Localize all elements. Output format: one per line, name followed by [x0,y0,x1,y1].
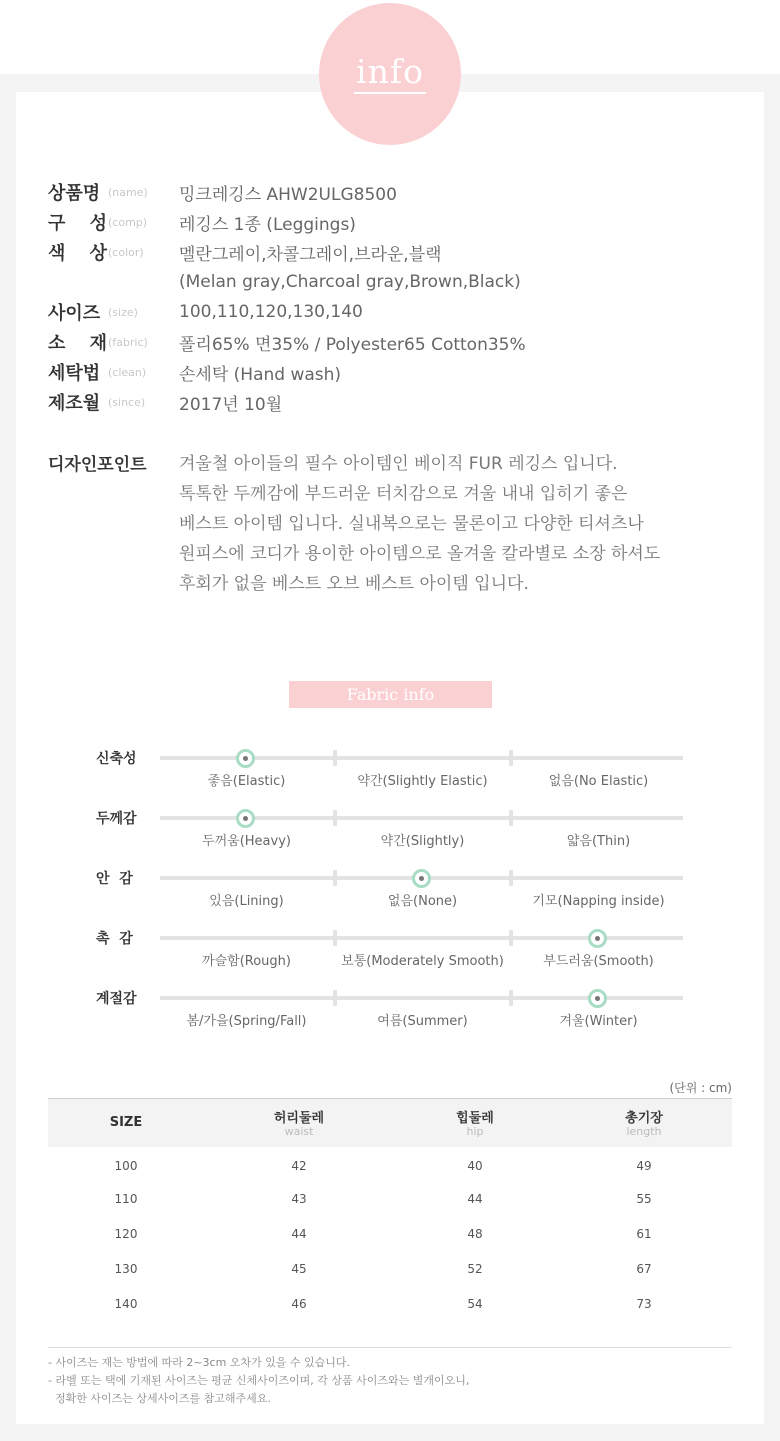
fabric-option-label: 약간(Slightly Elastic) [357,774,488,789]
header-ko: SIZE [109,1115,143,1131]
table-cell: 48 [467,1227,483,1241]
info-badge-text [319,52,461,91]
fabric-row-label: 신축성 [96,751,137,767]
info-row-comp [48,207,356,237]
design-point-line: 톡톡한 두께감에 부드러운 터치감으로 겨울 내내 입히기 좋은 [179,484,628,504]
info-label-eng: (fabric) [108,335,148,349]
fabric-option-label: 약간(Slightly) [380,834,465,849]
size-table-header [204,1099,394,1147]
fabric-option-label: 부드러움(Smooth) [543,954,654,969]
info-label: 구 성 [48,213,108,234]
fabric-row [0,988,780,1048]
table-cell: 67 [636,1262,652,1276]
fabric-scale-divider [333,870,337,886]
table-cell: 43 [291,1192,307,1206]
table-cell: 54 [467,1297,483,1311]
fabric-selected-indicator-icon [412,869,431,888]
note-line: - 라벨 또는 택에 기재된 사이즈는 평균 신체사이즈이며, 각 상품 사이즈와는 별개이오니, [48,1374,470,1387]
notes-divider [48,1347,732,1348]
size-table-header [556,1099,732,1147]
info-label: 세탁법 [48,363,101,384]
table-cell: 130 [114,1262,138,1276]
fabric-option-label: 있음(Lining) [209,894,284,909]
info-row-color [48,237,442,267]
table-cell: 61 [636,1227,652,1241]
info-row-size [48,297,363,327]
table-cell: 44 [467,1192,483,1206]
header-en: length [626,1125,662,1139]
fabric-scale-divider [333,990,337,1006]
fabric-scale-divider [333,750,337,766]
design-point-line: 원피스에 코디가 용이한 아이템으로 올겨울 칼라별로 소장 하셔도 [179,544,661,564]
fabric-scale-divider [509,870,513,886]
info-label: 사이즈 [48,303,101,324]
fabric-row [0,868,780,928]
info-label: 제조월 [48,393,101,414]
fabric-option-label: 기모(Napping inside) [532,894,665,909]
info-label-eng: (comp) [108,215,148,229]
header-ko: 총기장 [625,1111,663,1127]
size-table-header-row [48,1099,732,1147]
table-cell: 110 [114,1192,138,1206]
fabric-option-label: 없음(No Elastic) [548,774,649,789]
table-cell: 55 [636,1192,652,1206]
fabric-option-label: 좋음(Elastic) [207,774,286,789]
fabric-option-label: 두꺼움(Heavy) [202,834,291,849]
info-value: 멜란그레이,차콜그레이,브라운,블랙 [179,244,442,265]
table-cell: 49 [636,1158,652,1173]
fabric-row-label: 촉 감 [96,931,133,947]
info-value: 100,110,120,130,140 [179,302,363,322]
fabric-selected-indicator-icon [588,929,607,948]
note-line: 정확한 사이즈는 상세사이즈를 참고해주세요. [48,1392,271,1405]
fabric-row-label: 안 감 [96,871,133,887]
fabric-option-label: 까슬함(Rough) [202,954,291,969]
size-notes [48,1354,469,1408]
fabric-info-title: Fabric info [289,681,492,708]
fabric-selected-indicator-icon [588,989,607,1008]
table-cell: 46 [291,1297,307,1311]
fabric-option-label: 겨울(Winter) [559,1014,638,1029]
design-point-label: 디자인포인트 [48,455,147,475]
fabric-scale-divider [509,990,513,1006]
table-cell: 140 [114,1297,138,1311]
size-table [48,1098,732,1322]
fabric-row [0,928,780,988]
table-cell: 73 [636,1297,652,1311]
table-row [48,1217,732,1252]
table-row [48,1182,732,1217]
fabric-row [0,808,780,868]
info-row-name [48,177,397,207]
info-label: 색 상 [48,243,108,264]
fabric-scale-divider [509,750,513,766]
fabric-option-label: 봄/가을(Spring/Fall) [186,1014,307,1029]
table-cell: 42 [291,1158,307,1173]
table-cell: 40 [467,1158,483,1173]
fabric-scale-divider [509,930,513,946]
info-label: 소 재 [48,333,108,354]
table-cell: 52 [467,1262,483,1276]
info-value: 손세탁 (Hand wash) [179,364,342,385]
info-label-eng: (size) [108,305,138,319]
design-point-line: 베스트 아이템 입니다. 실내복으로는 물론이고 다양한 티셔츠나 [179,514,644,534]
info-value: 2017년 10월 [179,394,283,415]
info-row-since [48,387,282,417]
fabric-scale-divider [333,810,337,826]
size-table-header [394,1099,556,1147]
unit-label: (단위 : cm) [669,1081,732,1095]
info-value: 레깅스 1종 (Leggings) [179,214,356,235]
table-row [48,1287,732,1322]
size-table-header [48,1099,204,1147]
table-row [48,1252,732,1287]
table-cell: 45 [291,1262,307,1276]
header-ko: 허리둘레 [273,1111,325,1127]
fabric-row-label: 계절감 [96,991,137,1007]
header-en: waist [284,1125,314,1139]
info-value: 폴리65% 면35% / Polyester65 Cotton35% [179,334,526,355]
fabric-row-label: 두께감 [96,811,137,827]
fabric-option-label: 여름(Summer) [377,1014,468,1029]
info-value: 밍크레깅스 AHW2ULG8500 [179,184,397,205]
header-en: hip [466,1125,484,1139]
fabric-selected-indicator-icon [236,749,255,768]
info-badge-label: info [354,52,426,94]
fabric-row [0,748,780,808]
table-cell: 120 [114,1227,138,1241]
info-label: 상품명 [48,183,101,204]
design-point-line: 후회가 없을 베스트 오브 베스트 아이템 입니다. [179,574,529,594]
info-label-eng: (since) [108,395,146,409]
info-row-fabric [48,327,526,357]
header-ko: 힙둘레 [456,1111,494,1127]
fabric-selected-indicator-icon [236,809,255,828]
info-row-clean [48,357,341,387]
table-row [48,1147,732,1182]
info-label-eng: (color) [108,245,144,259]
fabric-option-label: 얇음(Thin) [566,834,631,849]
fabric-option-label: 없음(None) [387,894,458,909]
fabric-option-label: 보통(Moderately Smooth) [341,954,504,969]
table-cell: 44 [291,1227,307,1241]
info-value-secondary: (Melan gray,Charcoal gray,Brown,Black) [179,272,521,292]
design-point-text [179,449,739,599]
fabric-scale-divider [509,810,513,826]
design-point-line: 겨울철 아이들의 필수 아이템인 베이직 FUR 레깅스 입니다. [179,454,618,474]
note-line: - 사이즈는 재는 방법에 따라 2~3cm 오차가 있을 수 있습니다. [48,1356,351,1369]
fabric-scale-divider [333,930,337,946]
info-label-eng: (clean) [108,365,147,379]
info-row-color-eng [179,267,521,297]
table-cell: 100 [114,1158,138,1173]
info-label-eng: (name) [108,185,148,199]
